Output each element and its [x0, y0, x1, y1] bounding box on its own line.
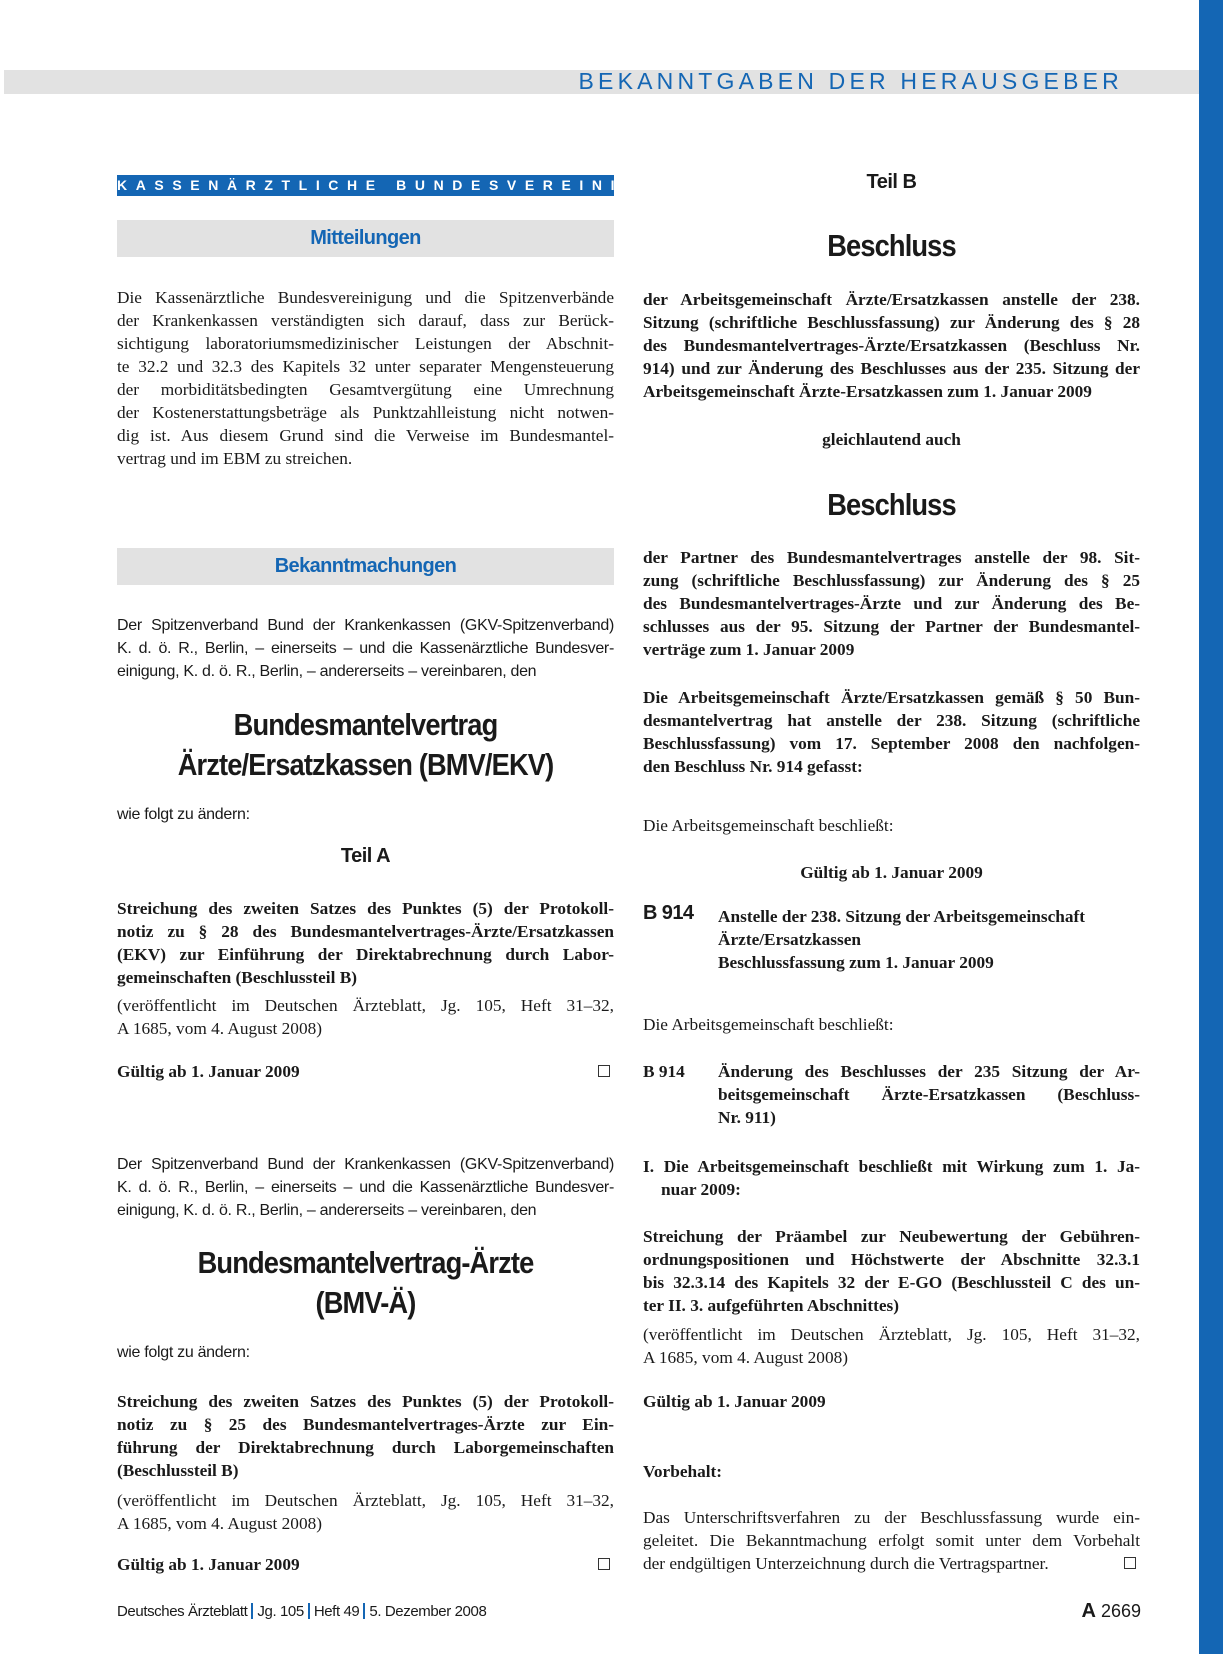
bekanntmachung-intro [117, 614, 614, 683]
gleichlautend-label: gleichlautend auch [822, 430, 961, 449]
text-line: K. d. ö. R., Berlin, – einerseits – und die Kassenärztliche Bundesver- [117, 1179, 614, 1196]
bekanntmachungen-heading: Bekanntmachungen [117, 548, 614, 585]
mitteilungen-text [117, 286, 614, 470]
journal-name: Deutsches Ärzteblatt [117, 1603, 248, 1620]
text-line: Anstelle der 238. Sitzung der Arbeitsgemeinschaft [718, 907, 1086, 926]
issue: Heft 49 [313, 1603, 360, 1620]
text-line: gemeinschaften (Beschlussteil B) [117, 968, 357, 987]
b914-text [718, 905, 1140, 974]
text-line: der morbiditätsbedingten Gesamtvergütung eine Umrechnung [117, 380, 614, 399]
text-line: Beschlussfassung zum 1. Januar 2009 [718, 953, 994, 972]
text-line: Streichung der Präambel zur Neubewertung der Gebühren- [643, 1227, 1140, 1246]
vorbehalt-heading: Vorbehalt: [643, 1462, 723, 1481]
text-line: Ärzte/Ersatzkassen [718, 930, 862, 949]
valid-b [117, 1553, 614, 1576]
title-line: (BMV-Ä) [315, 1285, 416, 1320]
text-line: Streichung des zweiten Satzes des Punktes (5) der Protokoll- [117, 1392, 614, 1411]
text-line: Die Kassenärztliche Bundesvereinigung und die Spitzenverbände [117, 288, 614, 307]
text-line-content: der endgültigen Unterzeichnung durch die Vertragspartner. [643, 1554, 1049, 1573]
teil-a-heading: Teil A [340, 845, 391, 867]
text-line: Arbeitsgemeinschaft Ärzte-Ersatzkassen zum 1. Januar 2009 [643, 382, 1092, 401]
published-a [117, 994, 614, 1040]
text-line: Beschlussfassung) vom 17. September 2008 den nachfolgen- [643, 734, 1140, 753]
end-mark-icon [1124, 1557, 1136, 1569]
vorbehalt-text [643, 1506, 1140, 1575]
streichung-a [117, 897, 614, 989]
text-line [643, 1552, 1140, 1575]
end-mark-icon [598, 1065, 610, 1077]
b914-label: B 914 [643, 1062, 685, 1081]
b914-block-1 [643, 902, 1140, 977]
text-line: (veröffentlicht im Deutschen Ärzteblatt, Jg. 105, Heft 31–32, [117, 996, 614, 1015]
valid-text: Gültig ab 1. Januar 2009 [117, 1062, 300, 1081]
separator [308, 1603, 310, 1619]
text-line: desmantelvertrag hat anstelle der 238. Sitzung (schriftliche [643, 711, 1140, 730]
title-line: Ärzte/Ersatzkassen (BMV/EKV) [177, 747, 554, 782]
valid-text: Gültig ab 1. Januar 2009 [117, 1555, 300, 1574]
text-line: ordnungspositionen und Höchstwerte der Abschnitte 32.3.1 [643, 1250, 1140, 1269]
text-line: der Krankenkassen verständigten sich darauf, dass zur Berück- [117, 311, 614, 330]
text-line: A 1685, vom 4. August 2008) [117, 1514, 322, 1533]
page-number-value: 2669 [1100, 1601, 1141, 1621]
text-line: Die Arbeitsgemeinschaft Ärzte/Ersatzkassen gemäß § 50 Bun- [643, 688, 1140, 707]
beschluss-heading-1: Beschluss [827, 228, 956, 263]
text-line: (veröffentlicht im Deutschen Ärzteblatt, Jg. 105, Heft 31–32, [117, 1491, 614, 1510]
text-line: K. d. ö. R., Berlin, – einerseits – und die Kassenärztliche Bundesver- [117, 640, 614, 657]
text-line: vertrag und im EBM zu streichen. [117, 449, 353, 468]
wie-folgt-label-2: wie folgt zu ändern: [117, 1344, 250, 1361]
text-line: Sitzung (schriftliche Beschlussfassung) zur Änderung des § 28 [643, 313, 1140, 332]
text-line: notiz zu § 28 des Bundesmantelvertrages-Ärzte/Ersatzkassen [117, 922, 614, 941]
valid-c: Gültig ab 1. Januar 2009 [643, 1392, 826, 1411]
bekanntmachung-intro-2 [117, 1153, 614, 1222]
text-line: A 1685, vom 4. August 2008) [117, 1019, 322, 1038]
text-line: des Bundesmantelvertrages-Ärzte/Ersatzkassen (Beschluss Nr. [643, 336, 1140, 355]
end-mark-icon [598, 1558, 610, 1570]
text-line: führung der Direktabrechnung durch Laborgemeinschaften [117, 1438, 614, 1457]
text-line: I. Die Arbeitsgemeinschaft beschließt mit Wirkung zum 1. Ja- [643, 1157, 1140, 1176]
text-line: (veröffentlicht im Deutschen Ärzteblatt, Jg. 105, Heft 31–32, [643, 1325, 1140, 1344]
page-prefix: A [1081, 1600, 1096, 1622]
text-line: der Arbeitsgemeinschaft Ärzte/Ersatzkassen anstelle der 238. [643, 290, 1140, 309]
text-line: Das Unterschriftsverfahren zu der Beschlussfassung wurde ein- [643, 1508, 1140, 1527]
beschluss2-text [643, 546, 1140, 661]
text-line: der Kostenerstattungsbeträge als Punktzahlleistung nicht notwen- [117, 403, 614, 422]
text-line: beitsgemeinschaft Ärzte-Ersatzkassen (Beschluss- [718, 1085, 1140, 1104]
streichung-c [643, 1225, 1140, 1317]
text-line: Änderung des Beschlusses der 235 Sitzung der Ar- [718, 1062, 1140, 1081]
text-line: Der Spitzenverband Bund der Krankenkassen (GKV-Spitzenverband) [117, 1156, 614, 1173]
title-line: Bundesmantelvertrag [233, 707, 498, 742]
text-line: schlusses aus der 95. Sitzung der Partner der Bundesmantel- [643, 617, 1140, 636]
side-accent-bar [1199, 0, 1223, 1654]
text-line: (Beschlussteil B) [117, 1461, 239, 1480]
text-line: Nr. 911) [718, 1108, 776, 1127]
page-number [1081, 1600, 1141, 1623]
gueltig-center: Gültig ab 1. Januar 2009 [800, 863, 983, 882]
mitteilungen-heading: Mitteilungen [117, 220, 614, 257]
b914-label: B 914 [643, 902, 694, 924]
text-line: den Beschluss Nr. 914 gefasst: [643, 757, 863, 776]
text-line: sichtigung laboratoriumsmedizinischer Leistungen der Abschnit- [117, 334, 614, 353]
separator [251, 1603, 253, 1619]
text-line: (EKV) zur Einführung der Direktabrechnung durch Labor- [117, 945, 614, 964]
beschluss-heading-2: Beschluss [827, 487, 956, 522]
published-b [117, 1489, 614, 1535]
bmv-ae-title [147, 1243, 584, 1323]
section-title: BEKANNTGABEN DER HERAUSGEBER [578, 68, 1123, 94]
text-line: Streichung des zweiten Satzes des Punktes (5) der Protokoll- [117, 899, 614, 918]
text-line: ter II. 3. aufgeführten Abschnittes) [643, 1296, 900, 1315]
published-c [643, 1323, 1140, 1369]
wie-folgt-label: wie folgt zu ändern: [117, 806, 250, 823]
text-line: zung (schriftliche Beschlussfassung) zur Änderung des § 25 [643, 571, 1140, 590]
volume: Jg. 105 [257, 1603, 304, 1620]
arbeitsgemeinschaft-text [643, 686, 1140, 778]
beschliesst-label-2: Die Arbeitsgemeinschaft beschließt: [643, 1015, 894, 1034]
kbv-banner: KASSENÄRZTLICHE BUNDESVEREINIGUNG [117, 175, 614, 196]
text-line: nuar 2009: [661, 1180, 741, 1199]
text-line: verträge zum 1. Januar 2009 [643, 640, 855, 659]
teil-b-heading: Teil B [866, 171, 917, 193]
b914-block-2 [643, 1060, 1140, 1132]
i-beschluss [643, 1155, 1140, 1201]
text-line: einigung, K. d. ö. R., Berlin, – andererseits – vereinbaren, den [117, 663, 537, 680]
title-line: Bundesmantelvertrag-Ärzte [197, 1245, 534, 1280]
text-line: der Partner des Bundesmantelvertrages anstelle der 98. Sit- [643, 548, 1140, 567]
bmv-ekv-title [147, 705, 584, 785]
text-line: dig ist. Aus diesem Grund sind die Verweise im Bundesmantel- [117, 426, 614, 445]
text-line: geleitet. Die Bekanntmachung erfolgt somit unter dem Vorbehalt [643, 1531, 1140, 1550]
separator [363, 1603, 365, 1619]
b914-text [718, 1060, 1140, 1129]
streichung-b [117, 1390, 614, 1482]
valid-a [117, 1060, 614, 1083]
text-line: des Bundesmantelvertrages-Ärzte und zur Änderung des Be- [643, 594, 1140, 613]
text-line: A 1685, vom 4. August 2008) [643, 1348, 848, 1367]
text-line: 914) und zur Änderung des Beschlusses aus der 235. Sitzung der [643, 359, 1140, 378]
text-line: Der Spitzenverband Bund der Krankenkassen (GKV-Spitzenverband) [117, 617, 614, 634]
beschliesst-label-1: Die Arbeitsgemeinschaft beschließt: [643, 816, 894, 835]
text-line: notiz zu § 25 des Bundesmantelvertrages-Ärzte zur Ein- [117, 1415, 614, 1434]
text-line: bis 32.3.14 des Kapitels 32 der E-GO (Beschlussteil C des un- [643, 1273, 1140, 1292]
text-line: te 32.2 und 32.3 des Kapitels 32 unter separater Mengensteuerung [117, 357, 614, 376]
text-line: einigung, K. d. ö. R., Berlin, – andererseits – vereinbaren, den [117, 1202, 537, 1219]
issue-date: 5. Dezember 2008 [369, 1603, 487, 1620]
footer-citation [117, 1603, 486, 1620]
beschluss1-text [643, 288, 1140, 403]
